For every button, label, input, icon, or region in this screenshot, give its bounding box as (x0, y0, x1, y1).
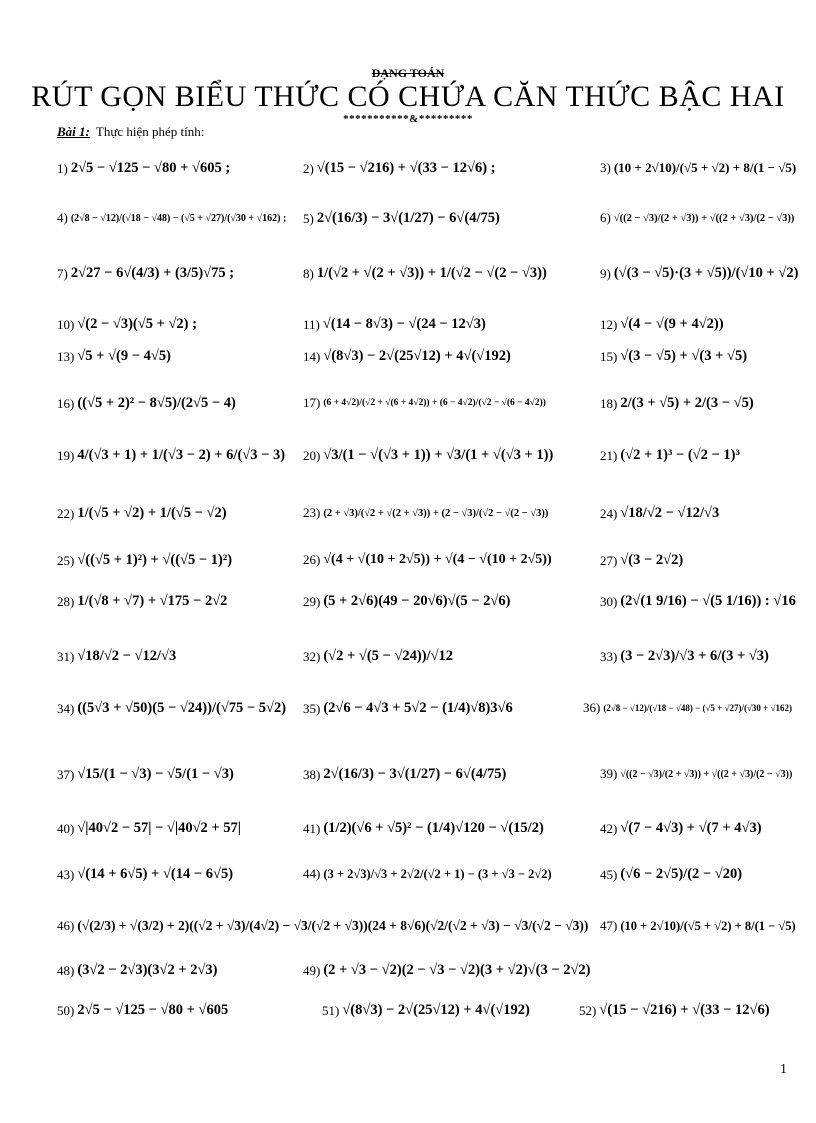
problem-item (600, 160, 796, 176)
problem-item (57, 552, 232, 569)
problem-number: 48) (57, 962, 75, 978)
problem-item (303, 648, 453, 665)
problem-expression: (2√(1 9/16) − √(5 1/16)) : √16 (620, 593, 796, 609)
problem-number: 18) (600, 395, 618, 411)
problem-expression: 1/(√5 + √2) + 1/(√5 − √2) (77, 505, 227, 521)
problem-item (57, 593, 227, 610)
problem-item (600, 918, 796, 934)
problem-number: 42) (600, 820, 618, 836)
problem-item (600, 316, 724, 333)
problem-number: 16) (57, 395, 75, 411)
problem-expression: √|40√2 − 57| − √|40√2 + 57| (77, 820, 241, 836)
ornament-divider: ***********&********* (343, 113, 473, 125)
problem-item (303, 316, 486, 333)
problem-item (600, 395, 754, 412)
problem-item (600, 648, 769, 665)
problem-expression: ((√5 + 2)² − 8√5)/(2√5 − 4) (77, 395, 236, 411)
problem-number: 9) (600, 265, 611, 281)
problem-number: 31) (57, 648, 75, 664)
problem-item (57, 505, 227, 522)
problem-expression: √(14 − 8√3) − √(24 − 12√3) (322, 316, 486, 332)
problem-number: 29) (303, 593, 321, 609)
problem-item (600, 505, 719, 522)
problem-expression: √(14 + 6√5) + √(14 − 6√5) (77, 866, 234, 882)
page-title: RÚT GỌN BIỂU THỨC CÓ CHỨA CĂN THỨC BẬC HAI (31, 80, 785, 113)
problem-expression: (3 + 2√3)/√3 + 2√2/(√2 + 1) − (3 + √3 − 2√2) (323, 866, 552, 881)
problem-expression: 1/(√8 + √7) + √175 − 2√2 (77, 593, 228, 609)
problem-item (322, 1002, 530, 1019)
problem-expression: (1/2)(√6 + √5)² − (1/4)√120 − √(15/2) (323, 820, 544, 836)
problem-number: 49) (303, 962, 321, 978)
problem-item (579, 1002, 770, 1019)
problem-number: 21) (600, 447, 618, 463)
problem-item (600, 265, 798, 282)
problem-expression: 2√27 − 6√(4/3) + (3/5)√75 ; (70, 265, 235, 281)
problem-number: 15) (600, 348, 618, 364)
problem-number: 35) (303, 700, 321, 716)
problem-expression: √(15 − √216) + √(33 − 12√6) (599, 1002, 770, 1018)
exercise-instruction: Thực hiện phép tính: (95, 124, 205, 139)
problem-expression: √(2 − √3)(√5 + √2) ; (77, 316, 197, 332)
problem-item (57, 348, 171, 365)
problem-item (303, 447, 553, 464)
problem-number: 30) (600, 593, 618, 609)
problem-expression: √15/(1 − √3) − √5/(1 − √3) (77, 766, 234, 782)
problem-number: 46) (57, 918, 75, 933)
problem-number: 37) (57, 766, 75, 782)
problem-item (57, 1002, 228, 1019)
problem-number: 38) (303, 766, 321, 782)
problem-item (57, 648, 176, 665)
problem-item (583, 700, 792, 716)
problem-item (303, 395, 546, 411)
problem-expression: √5 + √(9 − 4√5) (77, 348, 171, 364)
problem-expression: 2√5 − √125 − √80 + √605 (77, 1002, 229, 1018)
problem-expression: √18/√2 − √12/√3 (620, 505, 720, 521)
problem-number: 43) (57, 866, 75, 882)
problem-expression: 4/(√3 + 1) + 1/(√3 − 2) + 6/(√3 − 3) (77, 447, 286, 463)
problem-number: 28) (57, 593, 75, 609)
problem-expression: (2√8 − √12)/(√18 − √48) − (√5 + √27)/(√30 + √162) (603, 703, 792, 713)
problem-expression: (10 + 2√10)/(√5 + √2) + 8/(1 − √5) (613, 160, 797, 175)
problem-item (57, 265, 234, 282)
problem-item (57, 962, 218, 979)
problem-item (600, 593, 796, 610)
problem-item (600, 210, 794, 226)
problem-item (600, 447, 740, 464)
problem-expression: √3/(1 − √(√3 + 1)) + √3/(1 + √(√3 + 1)) (323, 447, 554, 463)
problem-number: 52) (579, 1002, 597, 1018)
problem-number: 27) (600, 552, 618, 568)
problem-item (303, 160, 495, 177)
problem-number: 17) (303, 395, 321, 410)
problem-item (57, 160, 230, 177)
problem-number: 4) (57, 210, 68, 225)
problem-item (600, 552, 683, 569)
problem-number: 14) (303, 348, 321, 364)
problem-number: 2) (303, 160, 314, 176)
problem-expression: √(8√3) − 2√(25√12) + 4√(√192) (323, 348, 511, 364)
problem-expression: (√2 + √(5 − √24))/√12 (323, 648, 454, 664)
problem-number: 26) (303, 552, 321, 567)
problem-expression: √(4 − √(9 + 4√2)) (620, 316, 724, 332)
problem-expression: √(3 − √5) + √(3 + √5) (620, 348, 748, 364)
problem-expression: (√6 − 2√5)/(2 − √20) (620, 866, 743, 882)
problem-item (600, 348, 747, 365)
problem-item (57, 395, 236, 412)
problem-number: 20) (303, 447, 321, 463)
problem-expression: 1/(√2 + √(2 + √3)) + 1/(√2 − √(2 − √3)) (316, 265, 547, 281)
problem-expression: (2√6 − 4√3 + 5√2 − (1/4)√8)3√6 (323, 700, 513, 716)
problem-item (57, 866, 233, 883)
problem-item (303, 265, 547, 282)
problem-expression: √(7 − 4√3) + √(7 + 4√3) (620, 820, 762, 836)
problem-number: 3) (600, 160, 611, 175)
problem-expression: (3 − 2√3)/√3 + 6/(3 + √3) (620, 648, 769, 664)
problem-number: 47) (600, 918, 618, 933)
problem-expression: √((√5 + 1)²) + √((√5 − 1)²) (77, 552, 233, 568)
problem-item (57, 918, 588, 934)
problem-number: 13) (57, 348, 75, 364)
problem-number: 36) (583, 700, 601, 715)
problem-expression: √(15 − √216) + √(33 − 12√6) ; (316, 160, 496, 176)
problem-number: 22) (57, 505, 75, 521)
problem-item (303, 766, 506, 783)
problem-item (600, 766, 792, 782)
problem-number: 45) (600, 866, 618, 882)
problem-expression: 2/(3 + √5) + 2/(3 − √5) (620, 395, 754, 411)
problem-item (57, 820, 241, 837)
problem-item (303, 962, 591, 979)
problem-expression: 2√5 − √125 − √80 + √605 ; (70, 160, 231, 176)
problem-item (303, 820, 544, 837)
problem-expression: (5 + 2√6)(49 − 20√6)√(5 − 2√6) (323, 593, 511, 609)
problem-expression: √((2 − √3)/(2 + √3)) + √((2 + √3)/(2 − √3)) (620, 768, 793, 780)
problem-number: 50) (57, 1002, 75, 1018)
problem-expression: ((5√3 + √50)(5 − √24))/(√75 − 5√2) (77, 700, 287, 716)
problem-item (303, 505, 548, 521)
problem-number: 40) (57, 820, 75, 836)
problem-expression: √(3 − 2√2) (620, 552, 684, 568)
exercise-label: Bài 1: (57, 124, 90, 139)
problem-expression: 2√(16/3) − 3√(1/27) − 6√(4/75) (323, 766, 507, 782)
problem-expression: (√(3 − √5)·(3 + √5))/(√10 + √2) (613, 265, 799, 281)
problem-number: 11) (303, 316, 320, 332)
problem-expression: (2√8 − √12)/(√18 − √48) − (√5 + √27)/(√30 + √162) ; (70, 212, 287, 224)
problem-expression: √(8√3) − 2√(25√12) + 4√(√192) (342, 1002, 530, 1018)
problem-number: 10) (57, 316, 75, 332)
problem-item (303, 593, 510, 610)
problem-expression: (10 + 2√10)/(√5 + √2) + 8/(1 − √5) (620, 918, 796, 933)
problem-item (57, 210, 286, 226)
problem-number: 25) (57, 552, 75, 568)
subtitle: DẠNG TOÁN (371, 66, 445, 80)
problem-item (57, 447, 285, 464)
problem-item (303, 348, 511, 365)
problem-number: 7) (57, 265, 68, 281)
problem-expression: (√2 + 1)³ − (√2 − 1)³ (620, 447, 740, 463)
problem-number: 1) (57, 160, 68, 176)
problem-expression: (√(2/3) + √(3/2) + 2)((√2 + √3)/(4√2) − √3/(√2 + √3))(24 + 8√6)(√2/(√2 + √3) − √3/(√2 − √3)) (77, 918, 589, 933)
problem-expression: √((2 − √3)/(2 + √3)) + √((2 + √3)/(2 − √3)) (613, 212, 795, 224)
problem-item (303, 552, 552, 568)
problem-expression: (6 + 4√2)/(√2 + √(6 + 4√2)) + (6 − 4√2)/(√2 − √(6 − 4√2)) (323, 398, 546, 408)
problem-expression: √18/√2 − √12/√3 (77, 648, 177, 664)
problem-number: 6) (600, 210, 611, 225)
problem-number: 33) (600, 648, 618, 664)
problem-number: 44) (303, 866, 321, 881)
exercise-heading (57, 124, 204, 140)
problem-number: 39) (600, 766, 618, 781)
problem-number: 41) (303, 820, 321, 836)
problem-expression: 2√(16/3) − 3√(1/27) − 6√(4/75) (316, 210, 500, 226)
problem-number: 24) (600, 505, 618, 521)
problem-number: 51) (322, 1002, 340, 1018)
problem-item (57, 700, 286, 717)
problem-expression: (3√2 − 2√3)(3√2 + 2√3) (77, 962, 218, 978)
problem-expression: (2 + √3 − √2)(2 − √3 − √2)(3 + √2)√(3 − 2√2) (323, 962, 591, 978)
problem-item (600, 820, 762, 837)
problem-number: 23) (303, 505, 321, 520)
problem-item (600, 866, 742, 883)
problem-number: 32) (303, 648, 321, 664)
problem-item (303, 866, 552, 882)
problem-expression: √(4 + √(10 + 2√5)) + √(4 − √(10 + 2√5)) (323, 552, 552, 567)
problem-item (57, 316, 197, 333)
problem-number: 12) (600, 316, 618, 332)
problem-number: 19) (57, 447, 75, 463)
problem-item (303, 210, 500, 227)
problem-item (303, 700, 513, 717)
problem-expression: (2 + √3)/(√2 + √(2 + √3)) + (2 − √3)/(√2 − √(2 − √3)) (323, 507, 549, 519)
page-number: 1 (780, 1062, 787, 1077)
problem-number: 34) (57, 700, 75, 716)
problem-number: 8) (303, 265, 314, 281)
problem-number: 5) (303, 210, 314, 226)
problem-item (57, 766, 234, 783)
